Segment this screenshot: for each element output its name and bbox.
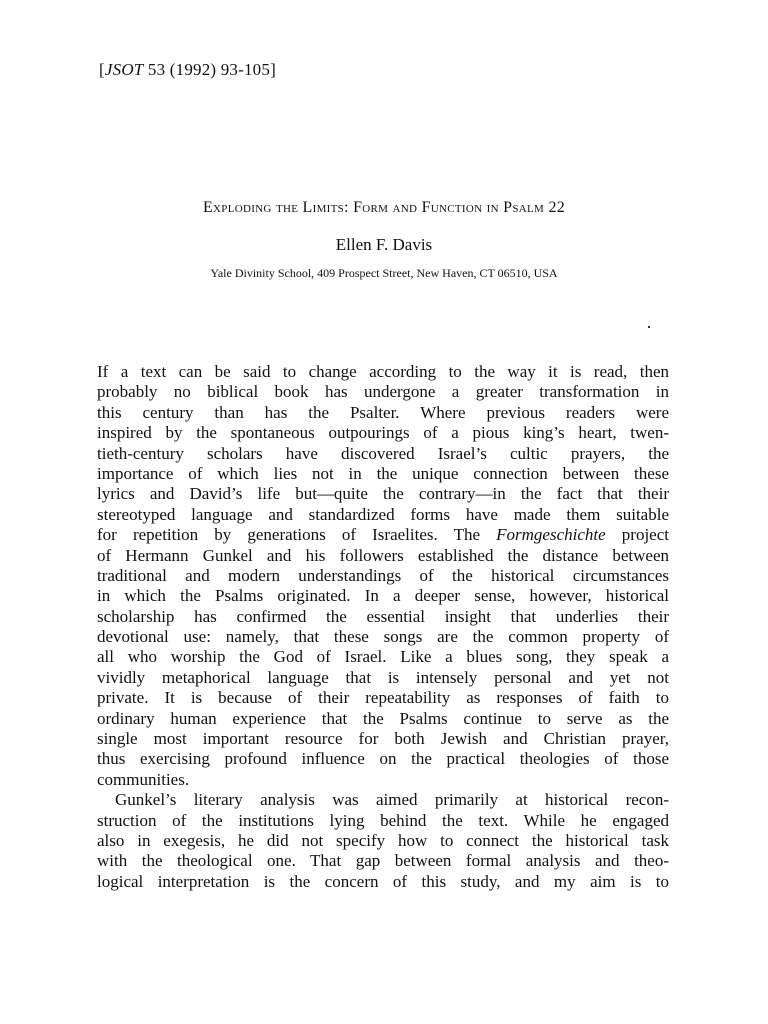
text-line: logical interpretation is the concern of this study, and my aim is to <box>97 871 669 891</box>
text-line: inspired by the spontaneous outpourings of a pious king’s heart, twen- <box>97 423 669 443</box>
text-line: struction of the institutions lying behind the text. While he engaged <box>97 810 669 830</box>
article-body <box>97 362 669 892</box>
text-line: stereotyped language and standardized forms have made them suitable <box>97 504 669 524</box>
text-line: tieth-century scholars have discovered Israel’s cultic prayers, the <box>97 443 669 463</box>
scan-speck <box>648 326 650 328</box>
author-affiliation: Yale Divinity School, 409 Prospect Street, New Haven, CT 06510, USA <box>210 266 558 280</box>
text-line: in which the Psalms originated. In a deeper sense, however, historical <box>97 586 669 606</box>
citation-volume-year-pages: 53 (1992) 93-105] <box>143 60 276 79</box>
article-author: Ellen F. Davis <box>335 235 433 254</box>
text-line: this century than has the Psalter. Where previous readers were <box>97 402 669 422</box>
text-line: ordinary human experience that the Psalms continue to serve as the <box>97 708 669 728</box>
text-line <box>97 525 669 545</box>
text-line: If a text can be said to change according to the way it is read, then <box>97 362 669 381</box>
text-line: scholarship has confirmed the essential insight that underlies their <box>97 606 669 626</box>
text-line: importance of which lies not in the unique connection between these <box>97 463 669 483</box>
text-line: devotional use: namely, that these songs are the common property of <box>97 627 669 647</box>
paragraph-2 <box>97 790 669 892</box>
text-line: traditional and modern understandings of the historical circumstances <box>97 565 669 585</box>
journal-citation <box>99 60 276 80</box>
text-line: of Hermann Gunkel and his followers established the distance between <box>97 545 669 565</box>
text-line: lyrics and David’s life but—quite the contrary—in the fact that their <box>97 484 669 504</box>
emphasized-term: Formgeschichte <box>496 525 606 545</box>
journal-name: JSOT <box>104 60 144 79</box>
text-run: for repetition by generations of Israelites. The <box>97 525 497 545</box>
article-title: Exploding the Limits: Form and Function in Psalm 22 <box>202 199 566 216</box>
text-line: all who worship the God of Israel. Like a blues song, they speak a <box>97 647 669 667</box>
text-line: also in exegesis, he did not specify how to connect the historical task <box>97 830 669 850</box>
text-line: single most important resource for both Jewish and Christian prayer, <box>97 729 669 749</box>
text-line: Gunkel’s literary analysis was aimed primarily at historical recon- <box>115 790 669 810</box>
text-line: probably no biblical book has undergone a greater transformation in <box>97 382 669 402</box>
text-line: with the theological one. That gap between formal analysis and theo- <box>97 851 669 871</box>
citation-open-bracket: [ <box>99 60 105 79</box>
paragraph-1 <box>97 362 669 790</box>
text-line: vividly metaphorical language that is intensely personal and yet not <box>97 667 669 687</box>
text-run: project <box>605 525 669 545</box>
text-line: private. It is because of their repeatability as responses of faith to <box>97 688 669 708</box>
text-line: communities. <box>97 769 190 789</box>
text-line: thus exercising profound influence on the practical theologies of those <box>97 749 669 769</box>
